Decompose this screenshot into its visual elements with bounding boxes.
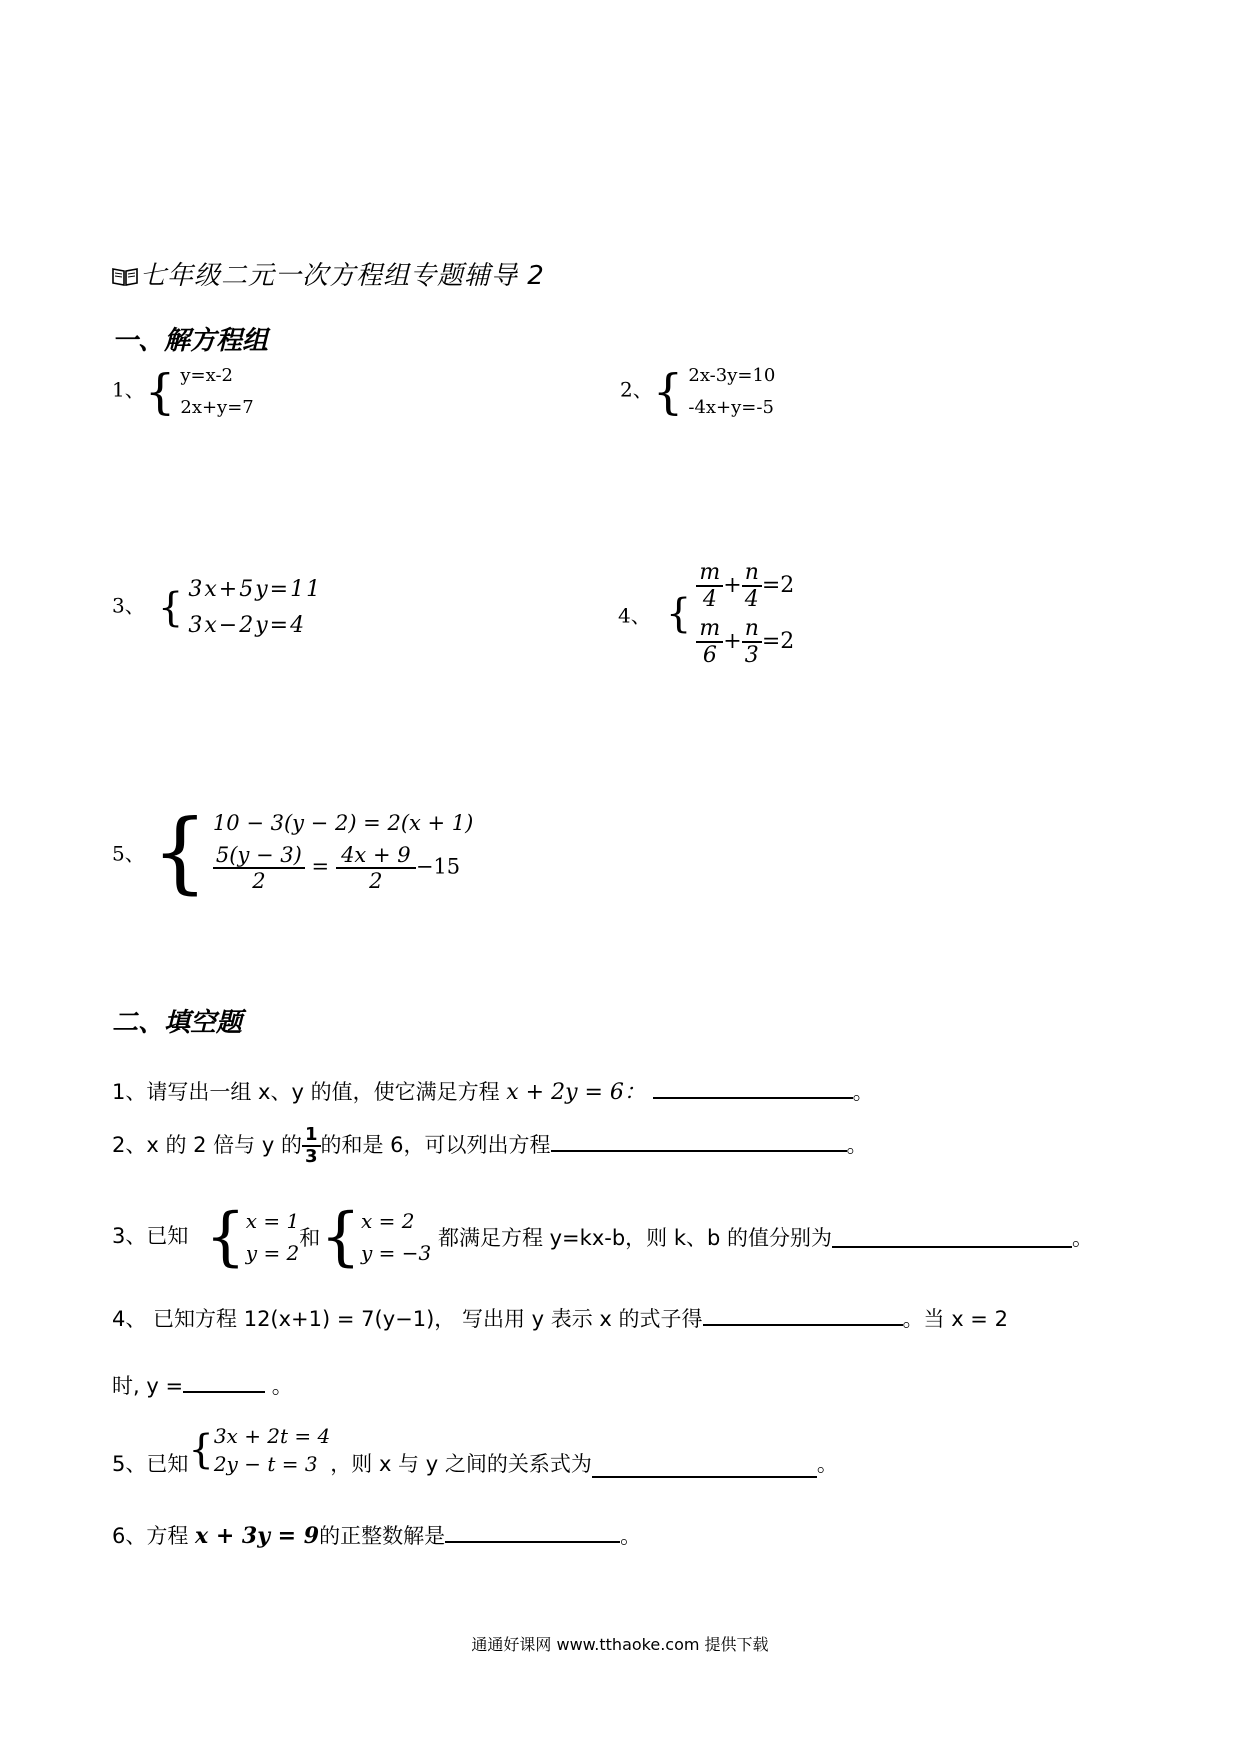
answer-blank-4b[interactable] — [183, 1371, 265, 1393]
section1-heading: 一、解方程组 — [112, 326, 269, 356]
problem-2: 2、{ 2x-3y=10 -4x+y=-5 — [620, 364, 776, 420]
question-4-line2: 时, y = 。 — [112, 1370, 293, 1400]
section2-heading: 二、填空题 — [112, 1008, 243, 1038]
question-2: 2、x 的 2 倍与 y 的 $\frac{1}{3}$ 的和是 6，可以列出方程 。 — [112, 1124, 868, 1167]
problem-1: 1、{ y=x-2 2x+y=7 — [112, 364, 254, 420]
answer-blank-2[interactable] — [551, 1130, 847, 1152]
answer-blank-6[interactable] — [445, 1521, 620, 1543]
answer-blank-3[interactable] — [832, 1226, 1072, 1248]
answer-blank-1[interactable] — [653, 1077, 853, 1099]
question-5: 5、已知{ 3x + 2t = 4 2y − t = 3 ，则 x 与 y 之间的关系式为 。 — [112, 1424, 838, 1476]
question-3: 3、已知 { x = 1 y = 2 和{ x = 2 y = −3 都满足方程 y=kx-b，则 k、b 的值分别为 。 — [112, 1200, 1093, 1274]
answer-blank-5[interactable] — [592, 1456, 817, 1478]
problem-5: 5、 { 10 − 3(y − 2) = 2(x + 1) $\frac{5(y - 3)}{2}$ = $\frac{4x + 9}{2}$ −15 — [112, 800, 474, 903]
page-footer: 通通好课网 www.tthaoke.com 提供下载 — [471, 1635, 769, 1654]
problem-4: 4、 { $\frac{m}{4}$ + $\frac{n}{4}$ =2 $\frac{m}{6}$ + $\frac{n}{3}$ =2 — [618, 560, 795, 668]
question-6: 6、方程 x + 3y = 9的正整数解是 。 — [112, 1523, 642, 1549]
answer-blank-4a[interactable] — [703, 1304, 903, 1326]
book-icon — [112, 266, 138, 286]
problem-3: 3、 { 3x+5y=11 3x−2y=4 — [112, 577, 323, 638]
question-4: 4、 已知方程 12(x+1) = 7(y−1)， 写出用 y 表示 x 的式子得 。当 x = 2 — [112, 1303, 1137, 1333]
question-1: 1、请写出一组 x、y 的值，使它满足方程 x + 2y = 6： 。 — [112, 1075, 874, 1106]
page-title — [112, 255, 545, 292]
title-text: 七年级二元一次方程组专题辅导 2 — [140, 261, 545, 291]
